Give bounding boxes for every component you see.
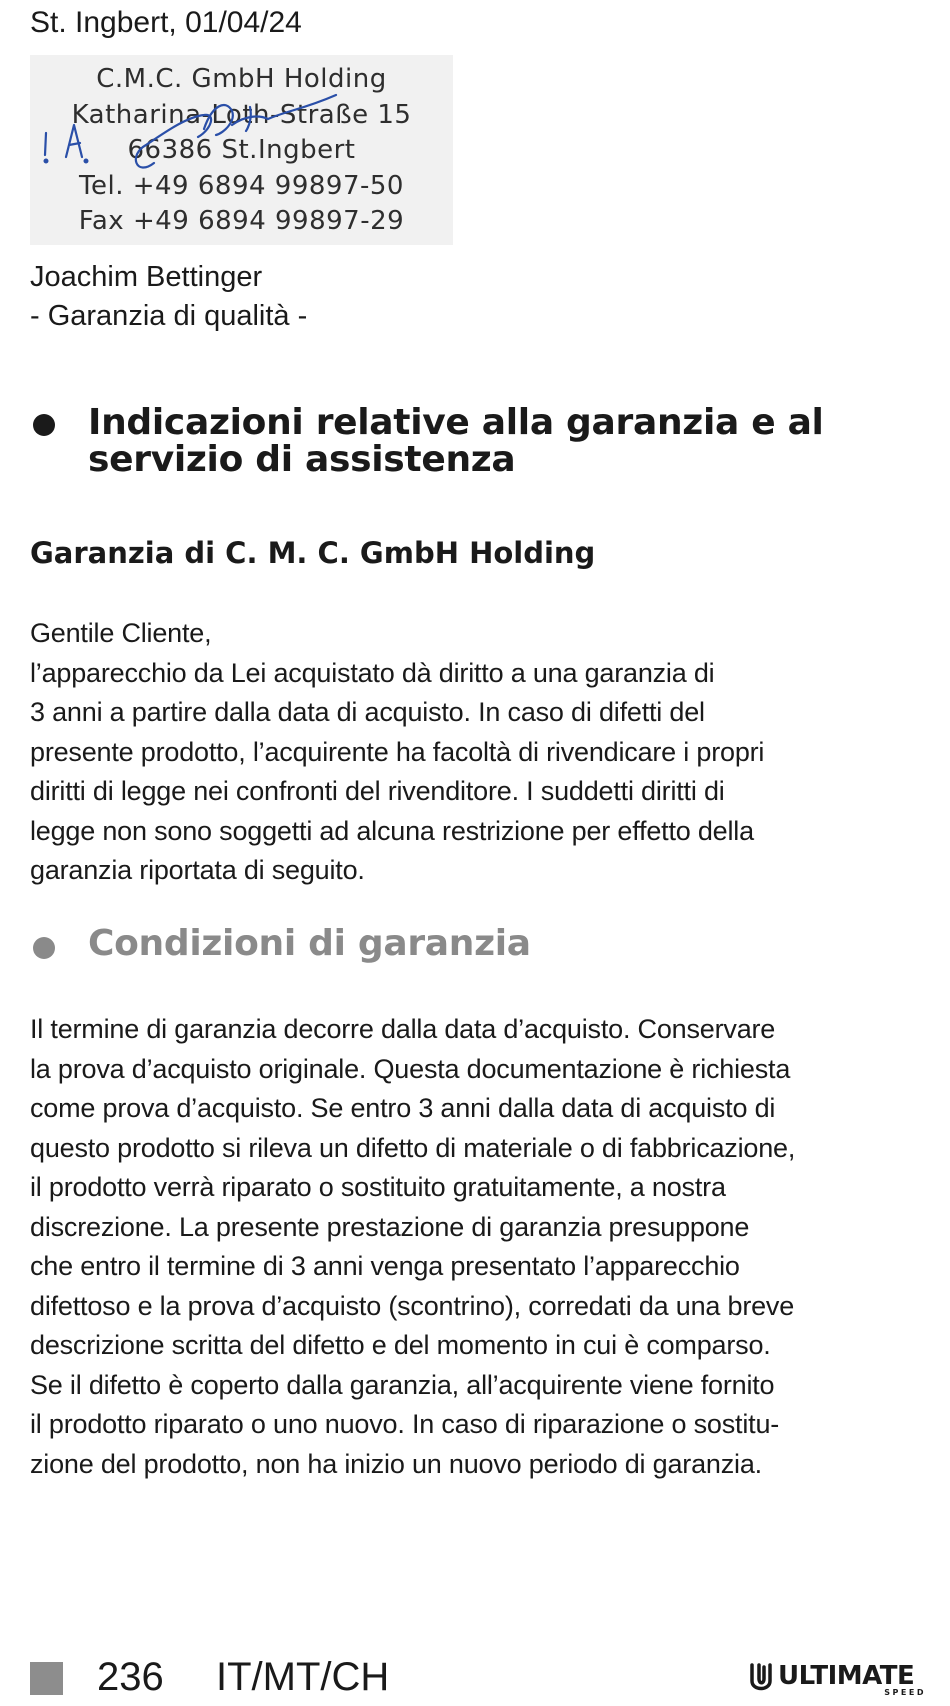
paragraph-line: garanzia riportata di seguito. xyxy=(30,855,365,885)
paragraph-line: Se il difetto è coperto dalla garanzia, all’acquirente viene fornito xyxy=(30,1369,775,1400)
paragraph-line: questo prodotto si rileva un difetto di materiale o di fabbricazione, xyxy=(30,1132,796,1163)
signer-block xyxy=(30,258,307,336)
date-line: St. Ingbert, 01/04/24 xyxy=(30,6,302,39)
heading-bullet-icon xyxy=(33,414,55,436)
stamp-street: Katharina-Loth-Straße 15 xyxy=(71,99,412,130)
paragraph-line: discrezione. La presente prestazione di garanzia presuppone xyxy=(30,1211,750,1242)
paragraph-line: descrizione scritta del difetto e del momento in cui è comparso. xyxy=(30,1330,771,1360)
brand-subtitle: SPEED xyxy=(884,1688,926,1697)
paragraph-line: come prova d’acquisto. Se entro 3 anni dalla data di acquisto di xyxy=(30,1093,776,1123)
paragraph-line: difettoso e la prova d’acquisto (scontrino), corredati da una breve xyxy=(30,1290,795,1321)
warranty-subheading: Garanzia di C. M. C. GmbH Holding xyxy=(30,536,596,570)
region-code: IT/MT/CH xyxy=(216,1655,390,1699)
conditions-paragraph xyxy=(30,1010,935,1484)
paragraph-line: l’apparecchio da Lei acquistato dà diritto a una garanzia di xyxy=(30,657,715,688)
paragraph-line: il prodotto riparato o uno nuovo. In caso di riparazione o sostitu- xyxy=(30,1409,780,1439)
paragraph-line: che entro il termine di 3 anni venga presentato l’apparecchio xyxy=(30,1251,740,1281)
paragraph-line: zione del prodotto, non ha inizio un nuovo periodo di garanzia. xyxy=(30,1448,762,1479)
paragraph-line: il prodotto verrà riparato o sostituito gratuitamente, a nostra xyxy=(30,1172,726,1202)
warranty-heading-line2: servizio di assistenza xyxy=(88,439,516,480)
stamp-fax: Fax +49 6894 99897-29 xyxy=(78,206,405,236)
signer-role: - Garanzia di qualità - xyxy=(30,300,308,332)
brand-name: ULTIMATE xyxy=(778,1661,915,1691)
stamp-company-name: C.M.C. GmbH Holding xyxy=(96,64,387,94)
paragraph-line: la prova d’acquisto originale. Questa documentazione è richiesta xyxy=(30,1053,791,1084)
signer-name: Joachim Bettinger xyxy=(30,261,263,293)
paragraph-line: presente prodotto, l’acquirente ha facoltà di rivendicare i propri xyxy=(30,736,765,767)
paragraph-line: diritti di legge nei confronti del rivenditore. I suddetti diritti di xyxy=(30,776,725,806)
conditions-heading-text: Condizioni di garanzia xyxy=(88,923,531,964)
page-marker-icon xyxy=(30,1662,63,1695)
ultimate-speed-logo-icon xyxy=(752,1665,770,1689)
heading-bullet-icon xyxy=(33,937,55,959)
stamp-city: 66386 St.Ingbert xyxy=(127,135,356,165)
warranty-intro-paragraph xyxy=(30,614,930,891)
company-stamp xyxy=(30,55,453,245)
paragraph-line: 3 anni a partire dalla data di acquisto. In caso di difetti del xyxy=(30,697,705,727)
ultimate-speed-logo xyxy=(748,1657,930,1697)
stamp-phone: Tel. +49 6894 99897-50 xyxy=(79,170,404,201)
paragraph-line: legge non sono soggetti ad alcuna restrizione per effetto della xyxy=(30,815,754,846)
warranty-heading-line1: Indicazioni relative alla garanzia e al xyxy=(88,402,824,443)
paragraph-line: Gentile Cliente, xyxy=(30,618,212,648)
page-number: 236 xyxy=(97,1655,164,1699)
warranty-heading-text xyxy=(88,404,928,478)
paragraph-line: Il termine di garanzia decorre dalla data d’acquisto. Conservare xyxy=(30,1014,776,1044)
